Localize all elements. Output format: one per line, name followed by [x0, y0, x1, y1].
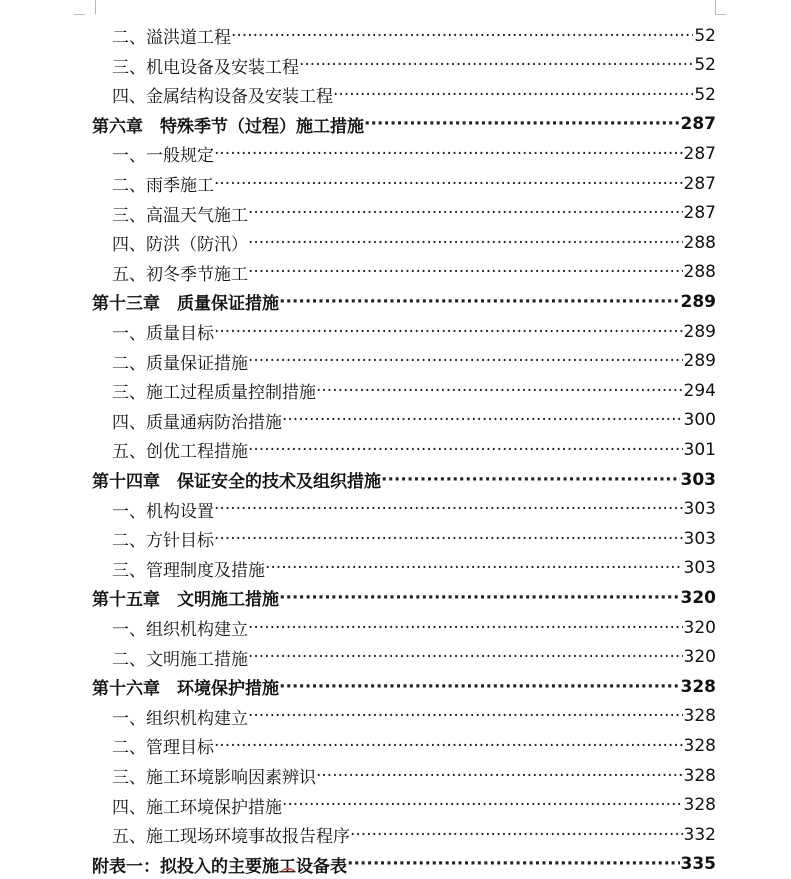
toc-entry-title: 五、初冬季节施工 [112, 264, 248, 285]
toc-dot-leader [248, 618, 683, 638]
toc-dot-leader [248, 440, 683, 460]
toc-section-entry[interactable] [112, 317, 716, 346]
margin-corner-mark-right [715, 0, 726, 14]
toc-page-number: 289 [683, 321, 716, 342]
toc-section-entry[interactable] [112, 406, 716, 435]
toc-entry-title: 二、溢洪道工程 [112, 28, 231, 48]
toc-dot-leader [364, 114, 680, 134]
toc-section-entry[interactable] [112, 820, 716, 849]
toc-section-entry[interactable] [112, 643, 716, 672]
margin-corner-mark-left-h [74, 14, 85, 15]
toc-page-number: 288 [683, 232, 716, 253]
toc-entry-title: 五、创优工程措施 [112, 442, 248, 463]
toc-dot-leader [316, 381, 683, 401]
toc-page-number: 320 [683, 617, 716, 638]
toc-dot-leader [248, 203, 683, 223]
toc-page-number: 52 [694, 84, 716, 105]
toc-page-number: 287 [683, 203, 716, 224]
toc-dot-leader [381, 470, 680, 490]
toc-dot-leader [279, 588, 680, 608]
toc-dot-leader [248, 351, 683, 371]
toc-entry-title: 三、施工环境影响因素辨识 [112, 768, 316, 788]
toc-dot-leader [214, 736, 683, 756]
toc-page-number: 303 [683, 558, 716, 579]
toc-page-number: 52 [694, 55, 716, 76]
toc-dot-leader [282, 410, 683, 430]
toc-section-entry[interactable] [112, 435, 716, 464]
toc-dot-leader [347, 854, 680, 874]
toc-page-number: 303 [680, 469, 716, 490]
toc-dot-leader [248, 647, 683, 667]
toc-entry-title: 二、管理目标 [112, 738, 214, 759]
toc-dot-leader [333, 85, 693, 105]
toc-page-number: 328 [683, 795, 716, 816]
toc-entry-title: 第十四章 保证安全的技术及组织措施 [92, 472, 381, 492]
toc-entry-title: 二、质量保证措施 [112, 353, 248, 374]
toc-entry-title: 三、高温天气施工 [112, 205, 248, 226]
toc-section-entry[interactable] [112, 21, 716, 50]
toc-page-number: 289 [680, 291, 716, 312]
toc-page-number: 303 [683, 528, 716, 549]
toc-entry-title: 一、组织机构建立 [112, 620, 248, 640]
toc-section-entry[interactable] [112, 495, 716, 524]
toc-chapter-entry[interactable] [92, 110, 716, 139]
toc-section-entry[interactable] [112, 554, 716, 583]
toc-chapter-entry[interactable] [92, 850, 716, 879]
toc-section-entry[interactable] [112, 791, 716, 820]
toc-section-entry[interactable] [112, 613, 716, 642]
toc-section-entry[interactable] [112, 80, 716, 109]
toc-entry-title: 一、质量目标 [112, 324, 214, 344]
toc-page-number: 287 [683, 173, 716, 194]
toc-entry-title: 二、方针目标 [112, 531, 214, 552]
toc-dot-leader [279, 292, 680, 312]
toc-dot-leader [248, 706, 683, 726]
toc-entry-title: 四、金属结构设备及安装工程 [112, 87, 333, 108]
toc-entry-title: 第十三章 质量保证措施 [92, 294, 279, 315]
toc-dot-leader [282, 795, 683, 815]
toc-section-entry[interactable] [112, 169, 716, 198]
toc-dot-leader [248, 262, 683, 282]
toc-dot-leader [248, 233, 683, 253]
toc-entry-title: 一、组织机构建立 [112, 708, 248, 729]
toc-entry-title: 四、施工环境保护措施 [112, 797, 282, 818]
toc-page-number: 320 [680, 587, 716, 608]
toc-dot-leader [214, 529, 683, 549]
toc-section-entry[interactable] [112, 228, 716, 257]
toc-entry-title: 三、管理制度及措施 [112, 560, 265, 581]
toc-entry-title: 第十五章 文明施工措施 [92, 590, 279, 611]
toc-page-number: 328 [683, 706, 716, 727]
toc-dot-leader [279, 677, 680, 697]
toc-entry-title: 一、一般规定 [112, 146, 214, 167]
toc-dot-leader [231, 26, 693, 46]
toc-dot-leader [214, 499, 683, 519]
toc-page-number: 300 [683, 410, 716, 431]
margin-corner-mark-left [85, 0, 96, 14]
toc-entry-title: 四、质量通病防治措施 [112, 412, 282, 433]
toc-section-entry[interactable] [112, 731, 716, 760]
toc-section-entry[interactable] [112, 702, 716, 731]
toc-entry-title: 二、雨季施工 [112, 176, 214, 196]
toc-section-entry[interactable] [112, 51, 716, 80]
toc-section-entry[interactable] [112, 199, 716, 228]
toc-page-number: 335 [680, 854, 716, 875]
toc-dot-leader [214, 144, 683, 164]
toc-dot-leader [350, 825, 683, 845]
toc-page-number: 287 [680, 114, 716, 135]
toc-chapter-entry[interactable] [92, 465, 716, 494]
toc-page-number: 289 [683, 351, 716, 372]
toc-page-number: 288 [683, 262, 716, 283]
toc-section-entry[interactable] [112, 139, 716, 168]
toc-entry-title: 二、文明施工措施 [112, 649, 248, 670]
toc-section-entry[interactable] [112, 376, 716, 405]
toc-dot-leader [299, 55, 693, 75]
toc-entry-title: 三、机电设备及安装工程 [112, 57, 299, 78]
toc-entry-title: 五、施工现场环境事故报告程序 [112, 827, 350, 848]
toc-entry-title: 第十六章 环境保护措施 [92, 679, 279, 700]
toc-page-number: 328 [680, 676, 716, 697]
toc-page-number: 320 [683, 647, 716, 668]
toc-dot-leader [214, 322, 683, 342]
toc-page-number: 294 [683, 380, 716, 401]
toc-page-number: 301 [683, 439, 716, 460]
toc-section-entry[interactable] [112, 524, 716, 553]
toc-dot-leader [265, 558, 683, 578]
toc-entry-title: 附表一：拟投入的主要施工设备表 [92, 856, 347, 877]
spellcheck-squiggle [281, 868, 295, 876]
toc-section-entry[interactable] [112, 258, 716, 287]
margin-corner-mark-right-h [715, 14, 726, 15]
toc-page-number: 287 [683, 143, 716, 164]
toc-entry-title: 三、施工过程质量控制措施 [112, 383, 316, 404]
toc-entry-title: 一、机构设置 [112, 501, 214, 522]
toc-section-entry[interactable] [112, 347, 716, 376]
toc-page-number: 332 [683, 824, 716, 845]
toc-entry-title: 四、防洪（防汛） [112, 235, 248, 256]
toc-chapter-entry[interactable] [92, 287, 716, 316]
toc-section-entry[interactable] [112, 761, 716, 790]
toc-page-number: 328 [683, 765, 716, 786]
toc-page-number: 303 [683, 499, 716, 520]
toc-page-number: 52 [694, 25, 716, 46]
toc-dot-leader [214, 174, 683, 194]
toc-chapter-entry[interactable] [92, 583, 716, 612]
toc-entry-title: 第六章 特殊季节（过程）施工措施 [92, 116, 364, 137]
toc-dot-leader [316, 766, 683, 786]
toc-page-number: 328 [683, 735, 716, 756]
toc-chapter-entry[interactable] [92, 672, 716, 701]
